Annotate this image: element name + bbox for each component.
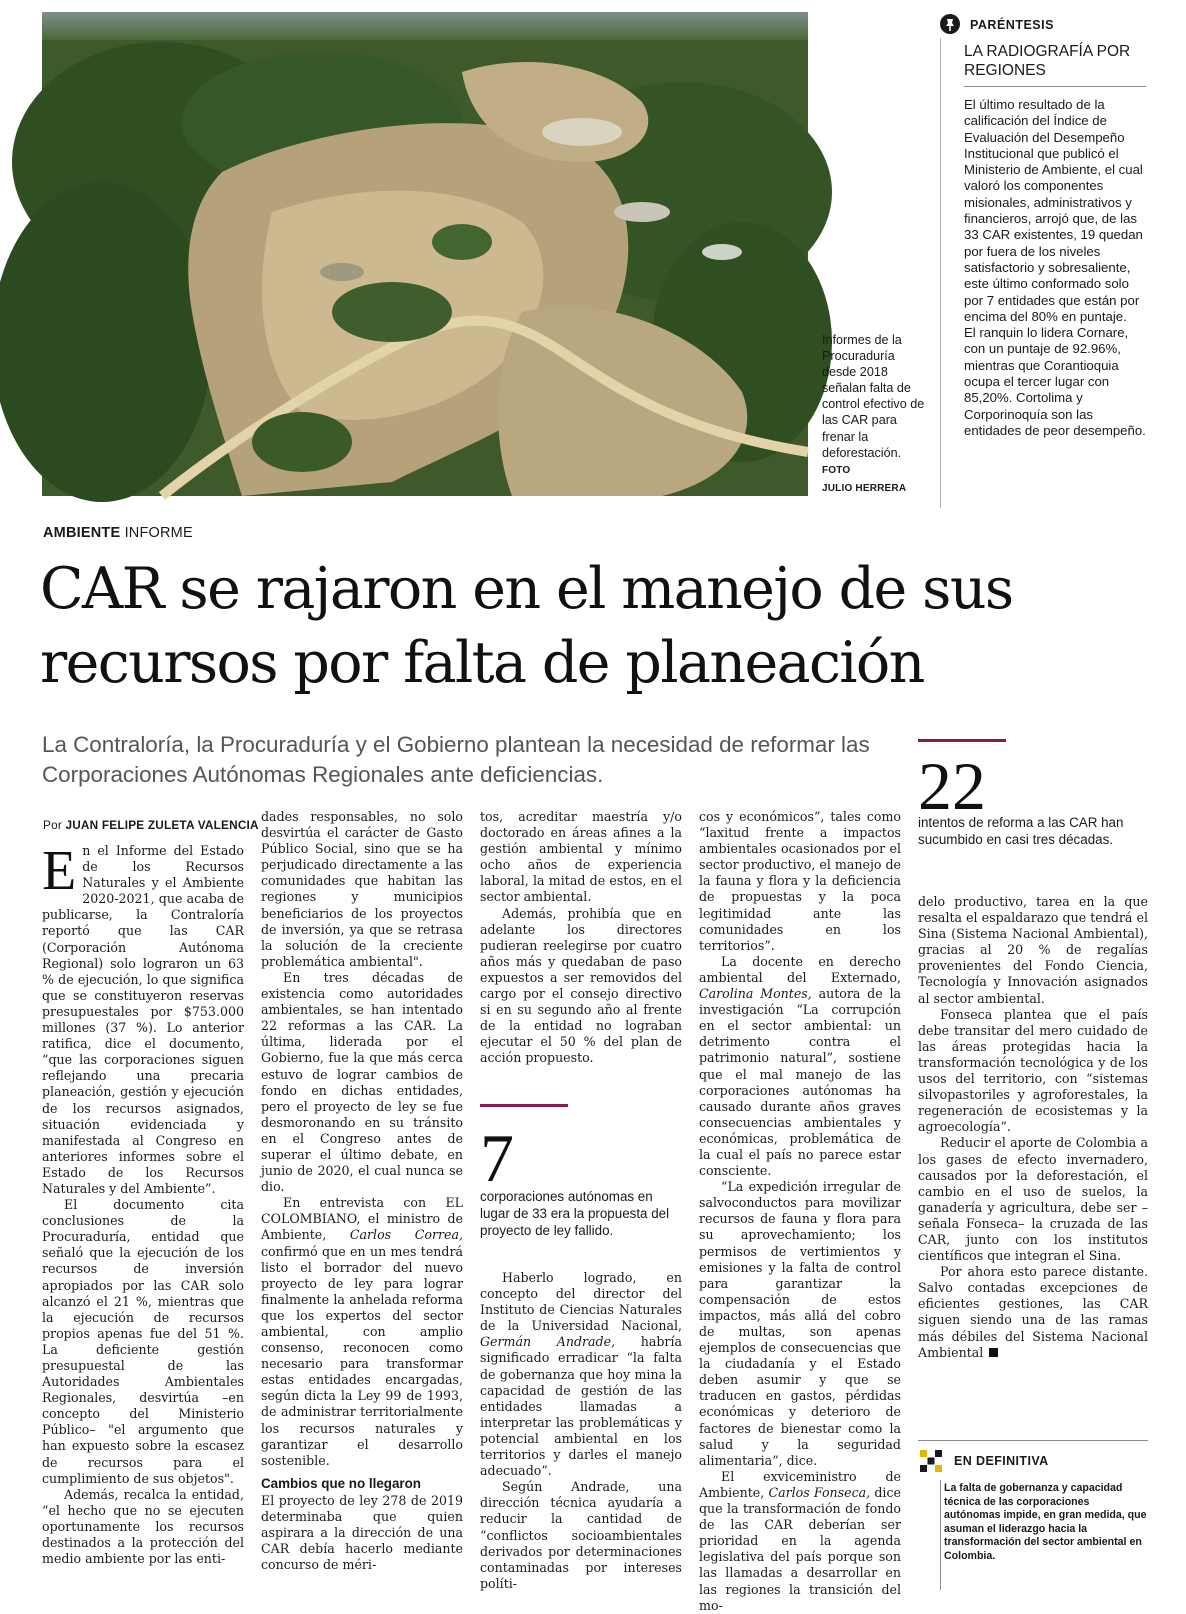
paragraph-text: habría significado erradicar “la falta de gobernanza que hoy mina la capacidad de gestión de las entidades llamadas a interpretar las problemáticas y potencial ambiental en los territorios y darles el manejo adecuado”. [480, 1334, 682, 1479]
byline-prefix: Por [43, 818, 62, 832]
paragraph: El documento cita conclusiones de la Procuraduría, entidad que señaló que la ejecución de los recursos de inversión apropiados por las CAR solo alcanzó el 21 %, mientras que la ejecución de recursos propios apenas fue del 51 %. La deficiente gestión presupuestal de las Autoridades Ambientales Regionales, desvirtúa –en concepto del Ministerio Público– "el argumento que han expuesto sobre la escasez de recursos para el cumplimiento de sus objetos". [42, 1197, 244, 1486]
paragraph [261, 1195, 463, 1469]
stat-accent-bar [480, 1104, 568, 1107]
paragraph [480, 1270, 682, 1479]
paragraph: En tres décadas de existencia como autoridades ambientales, se han intentado 22 reformas a las CAR. La última, liderada por el Gobierno, fue la que más cerca estuvo de lograr cambios de fondo en dichas entidades, pero el proyecto de ley se fue desmoronando en su tránsito en el Congreso antes de superar el último debate, en junio de 2020, el cual nunca se dio. [261, 969, 463, 1195]
paragraph-text: La docente en derecho ambiental del Externado, [699, 953, 901, 985]
definitiva-kicker: EN DEFINITIVA [954, 1454, 1049, 1468]
paragraph-text: autora de la investigación “La corrupción en el sector ambiental: un detrimento contra el patrimonio natural”, sostiene que el mal manejo de las corporaciones autónomas ha causado durante años graves consecuencias ambientales y económicas, problemática de la cual el país no parece estar consciente. [699, 986, 901, 1179]
column-subheading: Cambios que no llegaron [261, 1475, 421, 1491]
end-mark [989, 1348, 998, 1357]
paragraph [699, 1469, 901, 1614]
paragraph-text: dice que la transformación de fondo de las CAR deberían ser prioridad en la agenda legislativa del país porque son las llamadas a desarrollar en las regiones la transición del mo- [699, 1484, 901, 1613]
deforestation-aerial-image [42, 12, 808, 496]
definitiva-side-rule [940, 1480, 941, 1590]
stat-description: corporaciones autónomas en lugar de 33 era la propuesta del proyecto de ley fallido. [480, 1189, 670, 1238]
paragraph: dades responsables, no solo desvirtúa el carácter de Gasto Público Social, sino que se ha perjudicado directamente a las comunidades que habitan las regiones y municipios beneficiarios de los proyectos de inversión, ya que se retrasa la solución de la creciente problemática ambiental". [261, 809, 463, 969]
paragraph [699, 954, 901, 1179]
stat-accent-bar [918, 739, 1006, 742]
section-label: AMBIENTE [43, 525, 121, 541]
article-column-2 [261, 809, 463, 1595]
sidebar-parentesis [940, 12, 1146, 439]
photo-credit-name: JULIO HERRERA [822, 482, 907, 494]
definitiva-divider [918, 1440, 1148, 1441]
section-sublabel: INFORME [124, 525, 193, 541]
paragraph: Fonseca plantea que el país debe transitar del mero cuidado de las áreas protegidas hacia la transformación tecnológica y de los usos del territorio, con “sistemas silvopastoriles y agroforestales, la regeneración de ecosistemas y la agroecología”. [918, 1006, 1148, 1135]
article-column-3-top [480, 809, 682, 1077]
puzzle-icon [918, 1448, 944, 1474]
paragraph [918, 1264, 1148, 1361]
person-name: Carlos Correa, [349, 1227, 463, 1243]
pushpin-icon [940, 14, 960, 36]
paragraph-text: Por ahora esto parece distante. Salvo contadas excepciones de eficientes gestiones, las CAR siguen siendo una de las ramas más débiles del Sistema Nacional Ambiental [918, 1264, 1148, 1360]
definitiva-text: La falta de gobernanza y capacidad técnica de las corporaciones autónomas impide, en gran medida, que asuman el liderazgo hacia la transformación del sector ambiental en Colombia. [944, 1482, 1147, 1562]
person-name: Carolina Montes, [699, 986, 812, 1002]
article-column-3-bottom [480, 1270, 682, 1595]
paragraph: Además, prohibía que en adelante los directores pudieran reelegirse por cuatro años más y quedaban de paso expuestos a ser removidos del cargo por el consejo directivo si en su segundo año al frente de la entidad no lograban ejecutar el 50 % del plan de acción propuesto. [480, 905, 682, 1066]
paragraph-text: confirmó que en un mes tendrá listo el borrador del nuevo proyecto de ley para lograr finalmente la anhelada reforma que los expertos del sector ambiental, con amplio consenso, reconocen como necesario para transformar estas entidades encargadas, según dicta la Ley 99 de 1993, de administrar territorialmente los recursos naturales y garantizar el desarrollo sostenible. [261, 1243, 463, 1468]
person-name: Germán Andrade, [480, 1334, 616, 1350]
paragraph-text: Haberlo logrado, en concepto del director del Instituto de Ciencias Naturales de la Universidad Nacional, [480, 1270, 682, 1334]
person-name: Carlos Fonseca, [768, 1484, 871, 1500]
headline: CAR se rajaron en el manejo de sus recursos por falta de planeación [40, 556, 1013, 696]
paragraph: “La expedición irregular de salvoconductos para movilizar recursos de fauna y flora para su aprovechamiento; los permisos de vertimientos y emisiones y la falta de control para garantizar la compensación de estos impactos, más allá del cobro de multas, son apenas ejemplos de consecuencias que la ciudadanía y el Estado deben asumir y que se traducen en gastos, pérdidas económicas y deterioro de factores de bienestar como la salud y la seguridad alimentaria”, dice. [699, 1179, 901, 1468]
paragraph: Según Andrade, una dirección técnica ayudaría a reducir la cantidad de “conflictos socioambientales derivados por determinaciones contaminadas por intereses políti- [480, 1479, 682, 1591]
drop-cap: E [42, 840, 77, 902]
paragraph: tos, acreditar maestría y/o doctorado en áreas afines a la gestión ambiental y mínimo ocho años de experiencia laboral, la mitad de estos, en el sector ambiental. [480, 809, 682, 905]
stat-number: 7 [480, 1120, 514, 1196]
byline-author: JUAN FELIPE ZULETA VALENCIA [65, 818, 259, 832]
subheadline: La Contraloría, la Procuraduría y el Gobierno plantean la necesidad de reformar las Corporaciones Autónomas Regionales ante deficiencias. [42, 732, 870, 787]
paragraph-text: n el Informe del Estado de los Recursos Naturales y el Ambiente 2020-2021, que acaba de publicarse, la Contraloría reportó que las CAR (Corporación Autónoma Regional) solo lograron un 63 % de ejecución, lo que significa que se constituyeron reservas presupuestales por $753.000 millones (37 %). Lo anterior ratifica, dice el documento, “que las corporaciones siguen reflejando una precaria planeación, gestión y ejecución de los recursos asignados, situación evidenciada y manifestada al Congreso en anteriores informes sobre el Estado de los Recursos Naturales y del Ambiente”. [42, 843, 244, 1196]
sidebar-body [964, 97, 1146, 439]
paragraph-text: En entrevista con EL COLOMBIANO, el ministro de Ambiente, [261, 1195, 463, 1243]
paragraph: delo productivo, tarea en la que resalta el espaldarazo que tendrá el Sina (Sistema Nacional Ambiental), gracias al 20 % de regalías provenientes del Fondo Ciencia, Tecnología y Innovación asignados al sector ambiental. [918, 894, 1148, 1006]
section-kicker [43, 525, 193, 541]
article-column-4 [699, 809, 901, 1613]
photo-caption-text: Informes de la Procuraduría desde 2018 señalan falta de control efectivo de las CAR para frenar la deforestación. [822, 333, 925, 460]
paragraph: Reducir el aporte de Colombia a los gases de efecto invernadero, causados por la deforestación, el cambio en el uso de suelos, la ganadería y agricultura, debe ser –señala Fonseca– la cruzada de las CAR, junto con los institutos científicos que integran el Sina. [918, 1135, 1148, 1264]
sidebar-title: LA RADIOGRAFÍA POR REGIONES [964, 42, 1146, 87]
paragraph: El proyecto de ley 278 de 2019 determinaba que quien aspirara a la dirección de una CAR debía hacerlo mediante concurso de méri- [261, 1492, 463, 1573]
paragraph-text: El exviceministro de Ambiente, [699, 1468, 901, 1500]
sidebar-header [940, 12, 1146, 38]
aerial-photo [42, 12, 808, 496]
article-column-1 [42, 840, 244, 1595]
stat-number: 22 [918, 748, 986, 824]
stat-description: intentos de reforma a las CAR han sucumbido en casi tres décadas. [918, 815, 1124, 847]
sidebar-kicker: PARÉNTESIS [970, 18, 1054, 32]
definitiva-header [918, 1448, 1049, 1474]
byline [43, 818, 259, 832]
article-column-5 [918, 894, 1148, 1429]
paragraph: cos y económicos”, tales como “laxitud frente a impactos ambientales ocasionados por el sector productivo, el manejo de la fauna y flora y la deficiencia de propuestas y la poca legitimidad ante las comunidades en los territorios”. [699, 809, 901, 953]
sidebar-paragraph: El ranquin lo lidera Cornare, con un puntaje de 92.96%, mientras que Corantioquia ocupa el tercer lugar con 85,20%. Cortolima y Corporinoquía son las entidades de peor desempeño. [964, 325, 1146, 438]
sidebar-paragraph: El último resultado de la calificación del Índice de Evaluación del Desempeño Institucional que publicó el Ministerio de Ambiente, el cual valoró los componentes misionales, administrativos y financieros, arrojó que, de las 33 CAR existentes, 19 quedan por fuera de los niveles satisfactorio y sobresaliente, este último conformado solo por 7 entidades que están por encima del 80% en puntaje. [964, 97, 1143, 324]
paragraph [42, 840, 244, 1197]
photo-caption [822, 332, 926, 497]
photo-credit-label: FOTO [822, 464, 851, 476]
paragraph: Además, recalca la entidad, “el hecho que no se ejecuten oportunamente los recursos destinados a la protección del medio ambiente por las enti- [42, 1486, 244, 1567]
